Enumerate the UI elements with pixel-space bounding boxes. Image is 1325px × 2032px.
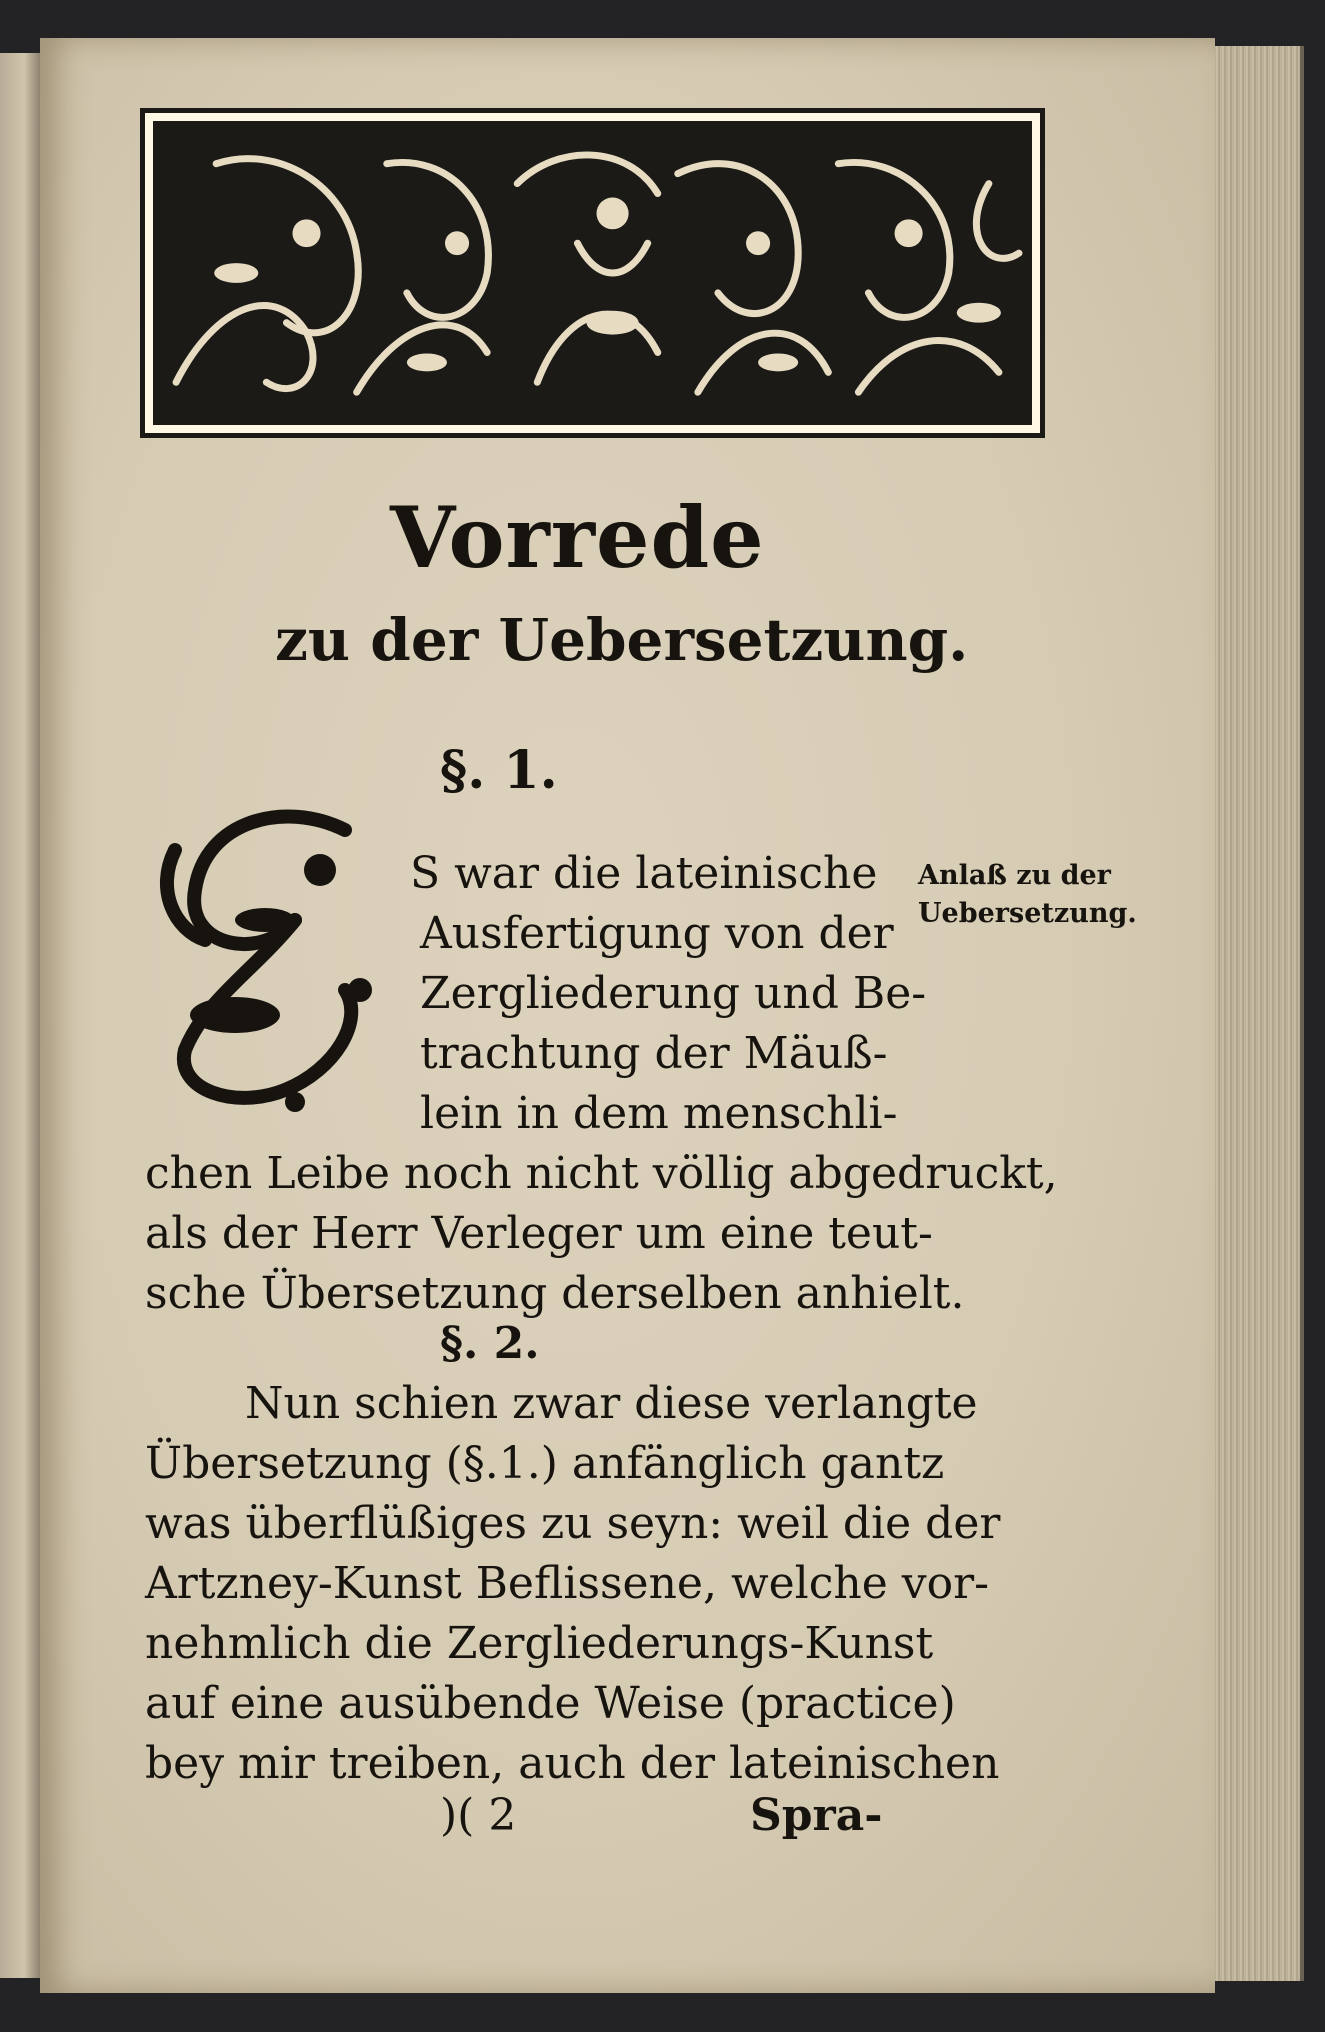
text-line: sche Übersetzung derselben anhielt. bbox=[145, 1268, 965, 1319]
text-line: Zergliederung und Be- bbox=[420, 968, 927, 1019]
text-line: lein in dem menschli- bbox=[420, 1088, 898, 1139]
text-line: was überflüßiges zu seyn: weil die der bbox=[145, 1498, 1001, 1549]
section-mark-2: §. 2. bbox=[440, 1318, 540, 1369]
catchword: Spra- bbox=[750, 1790, 883, 1841]
text-line: Artzney-Kunst Beflissene, welche vor- bbox=[145, 1558, 989, 1609]
section-mark-1: §. 1. bbox=[440, 740, 558, 801]
page-subtitle: zu der Uebersetzung. bbox=[275, 606, 969, 674]
left-page-edge bbox=[0, 53, 40, 1978]
margin-note-line: Anlaß zu der bbox=[918, 860, 1111, 891]
text-line: Nun schien zwar diese verlangte bbox=[245, 1378, 978, 1429]
text-line: Übersetzung (§.1.) anfänglich gantz bbox=[145, 1438, 945, 1489]
text-line: als der Herr Verleger um eine teut- bbox=[145, 1208, 933, 1259]
margin-note-line: Uebersetzung. bbox=[918, 898, 1137, 929]
text-line: auf eine ausübende Weise (practice) bbox=[145, 1678, 956, 1729]
text-line: S war die lateinische bbox=[410, 848, 878, 899]
text-line: chen Leibe noch nicht völlig abgedruckt, bbox=[145, 1148, 1058, 1199]
signature-mark: )( 2 bbox=[440, 1790, 517, 1841]
text-line: trachtung der Mäuß- bbox=[420, 1028, 888, 1079]
page-title: Vorrede bbox=[390, 488, 765, 587]
text-line: bey mir treiben, auch der lateinischen bbox=[145, 1738, 1000, 1789]
text-line: nehmlich die Zergliederungs-Kunst bbox=[145, 1618, 934, 1669]
woodcut-ornament-header bbox=[140, 108, 1045, 438]
page-fore-edge bbox=[1215, 46, 1304, 1981]
decorated-initial bbox=[145, 790, 385, 1120]
text-line: Ausfertigung von der bbox=[420, 908, 894, 959]
